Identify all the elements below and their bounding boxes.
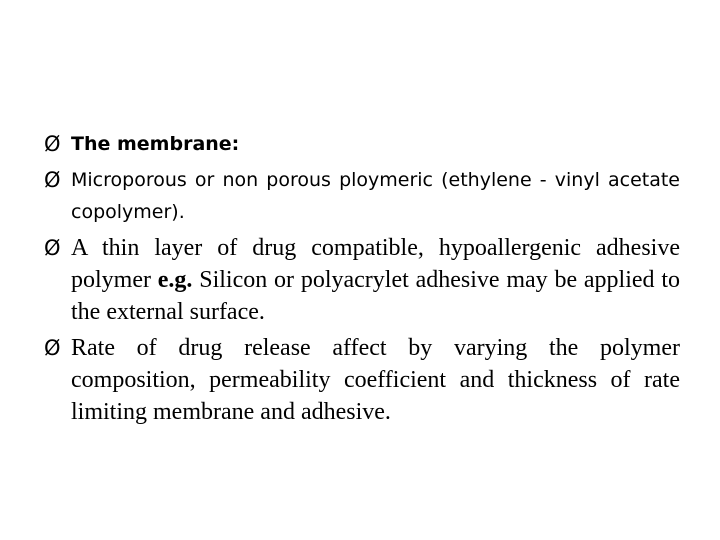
bullet-text: Rate of drug release affect by varying the polymer composition, permeability coefficient and thickness of rate limiting membrane and adhesive. (71, 335, 680, 425)
bullet-adhesive-layer (44, 232, 680, 328)
bullet-text: The membrane: (71, 133, 240, 155)
bullet-text-start: A thin layer of drug compatible, hypoallergenic adhesive polymer (71, 235, 680, 293)
bullet-release-rate (44, 332, 680, 428)
arrow-bullet-icon: Ø (44, 336, 61, 360)
arrow-bullet-icon: Ø (44, 132, 61, 156)
bullet-microporous (44, 164, 680, 228)
bullet-text-end: Silicon or polyacrylet adhesive may be applied to the external surface. (71, 267, 680, 325)
bullet-list (44, 128, 680, 428)
bullet-membrane (44, 128, 680, 160)
arrow-bullet-icon: Ø (44, 236, 61, 260)
arrow-bullet-icon: Ø (44, 168, 61, 192)
bullet-text-bold: e.g. (157, 267, 193, 293)
bullet-text: Microporous or non porous ploymeric (ethylene - vinyl acetate copolymer). (71, 169, 680, 223)
